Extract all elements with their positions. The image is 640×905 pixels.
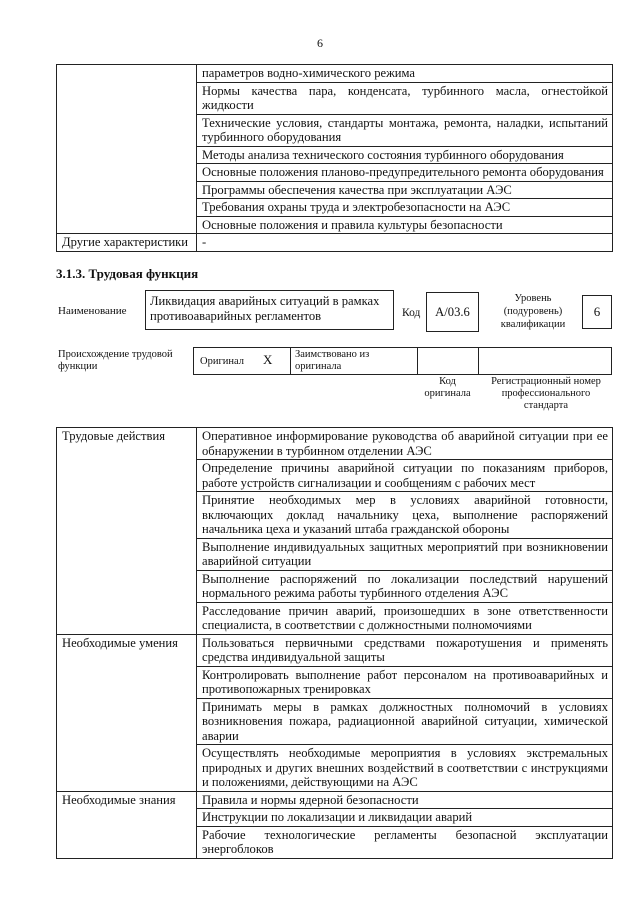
borrowed-label: Заимствовано из оригинала — [295, 349, 370, 372]
page-number: 6 — [317, 36, 323, 50]
group-item: Принимать меры в рамках должностных полномочий в условиях возникновения пожара, радиационной аварийной ситуации, химической аварии — [197, 698, 613, 745]
name-label: Наименование — [58, 305, 127, 317]
original-mark: X — [263, 352, 273, 367]
top-table-item: Нормы качества пара, конденсата, турбинного масла, огнестойкой жидкости — [197, 82, 613, 114]
code-value: А/03.6 — [435, 305, 470, 319]
other-characteristics-label: Другие характеристики — [57, 234, 197, 252]
group-label: Трудовые действия — [57, 428, 197, 635]
top-table-item: Программы обеспечения качества при эксплуатации АЭС — [197, 181, 613, 199]
group-item: Инструкции по локализации и ликвидации аварий — [197, 809, 613, 827]
top-table-item: параметров водно-химического режима — [197, 65, 613, 83]
table-row — [57, 234, 613, 252]
top-table-item: Основные положения и правила культуры безопасности — [197, 216, 613, 234]
group-item: Контролировать выполнение работ персоналом на противоаварийных и противопожарных тренировках — [197, 666, 613, 698]
table-row — [57, 634, 613, 666]
group-item: Выполнение распоряжений по локализации последствий нарушений нормального режима работы турбинного отделения АЭС — [197, 570, 613, 602]
section-title: 3.1.3. Трудовая функция — [56, 266, 199, 281]
origin-label: Происхождение трудовой функции — [58, 349, 173, 372]
group-item: Осуществлять необходимые мероприятия в условиях экстремальных природных и других внешних воздействий в соответствии с инструкциями и положениями, действующими на АЭС — [197, 745, 613, 792]
original-label: Оригинал — [200, 356, 244, 367]
table-row — [57, 65, 613, 83]
group-label: Необходимые знания — [57, 791, 197, 858]
code-label: Код — [402, 307, 421, 319]
top-table-left-cell — [57, 65, 197, 234]
level-label: Уровень (подуровень) квалификации — [500, 293, 566, 330]
top-table-item: Основные положения планово-предупредительного ремонта оборудования — [197, 164, 613, 182]
group-label: Необходимые умения — [57, 634, 197, 791]
name-value: Ликвидация аварийных ситуаций в рамках противоаварийных регламентов — [150, 294, 380, 323]
group-item: Рабочие технологические регламенты безопасной эксплуатации энергоблоков — [197, 826, 613, 858]
top-requirements-table — [56, 64, 613, 252]
group-item: Оперативное информирование руководства об аварийной ситуации при ее обнаружении в турбинном отделении АЭС — [197, 428, 613, 460]
table-row — [57, 428, 613, 460]
group-item: Выполнение индивидуальных защитных мероприятий при возникновении аварийной ситуации — [197, 538, 613, 570]
group-item: Определение причины аварийной ситуации по показаниям приборов, работе устройств сигнализации и сообщениям с рабочих мест — [197, 460, 613, 492]
top-table-item: Методы анализа технического состояния турбинного оборудования — [197, 146, 613, 164]
level-value: 6 — [593, 304, 601, 319]
group-item: Пользоваться первичными средствами пожаротушения и применять средства индивидуальной защиты — [197, 634, 613, 666]
table-row — [57, 791, 613, 809]
group-item: Расследование причин аварий, произошедших в зоне ответственности специалиста, в соответствии с должностными полномочиями — [197, 602, 613, 634]
top-table-item: Требования охраны труда и электробезопасности на АЭС — [197, 199, 613, 217]
group-item: Принятие необходимых мер в условиях аварийной готовности, включающих доклад начальнику цеха, выполнение распоряжений начальника цеха и указаний штаба гражданской обороны — [197, 492, 613, 539]
other-characteristics-value: - — [197, 234, 613, 252]
function-details-table — [56, 427, 613, 859]
top-table-item: Технические условия, стандарты монтажа, ремонта, наладки, испытаний турбинного оборудования — [197, 114, 613, 146]
group-item: Правила и нормы ядерной безопасности — [197, 791, 613, 809]
reg-number-caption: Регистрационный номер профессионального стандарта — [491, 376, 601, 411]
code-original-caption: Код оригинала — [424, 376, 471, 399]
